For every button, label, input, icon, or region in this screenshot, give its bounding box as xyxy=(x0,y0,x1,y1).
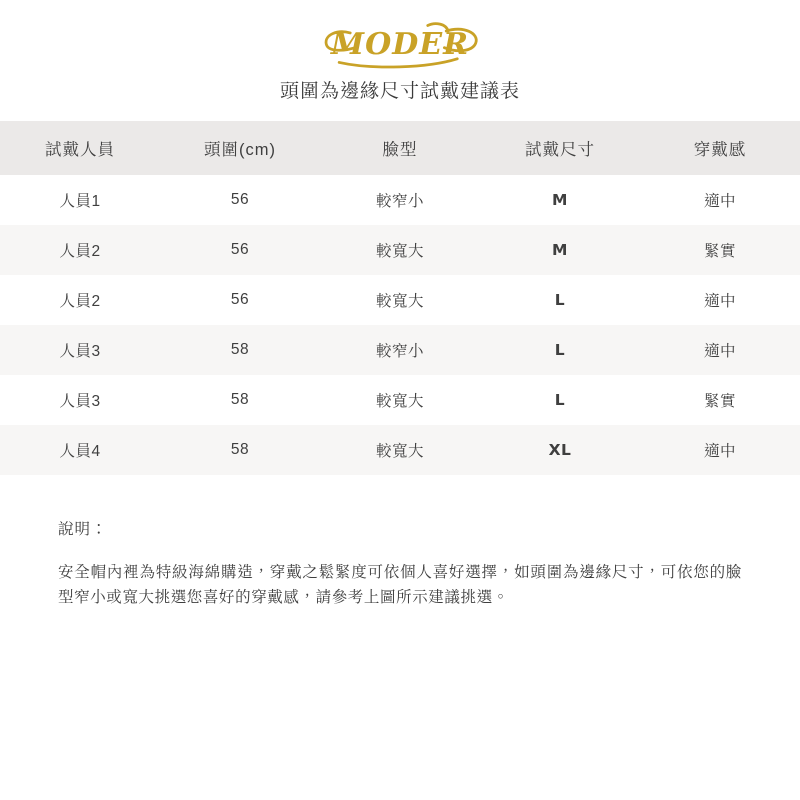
cell-tester: 人員2 xyxy=(59,293,101,310)
table-row xyxy=(0,225,800,275)
cell-face-shape: 較寬大 xyxy=(375,293,424,310)
cell-face-shape: 較窄小 xyxy=(375,343,424,360)
brand-logo xyxy=(0,0,800,70)
cell-wearing-feel: 適中 xyxy=(703,443,736,460)
table-row xyxy=(0,325,800,375)
table-row xyxy=(0,275,800,325)
cell-face-shape: 較寬大 xyxy=(375,393,424,410)
cell-try-on-size: M xyxy=(552,241,568,259)
cell-tester: 人員3 xyxy=(59,393,101,410)
cell-wearing-feel: 緊實 xyxy=(703,243,736,260)
table-row xyxy=(0,175,800,225)
table-header xyxy=(0,121,800,175)
table-row xyxy=(0,425,800,475)
cell-wearing-feel: 適中 xyxy=(703,343,736,360)
cell-wearing-feel: 適中 xyxy=(703,193,736,210)
page-title: 頭圍為邊緣尺寸試戴建議表 xyxy=(279,81,520,102)
notes-body xyxy=(58,561,742,611)
column-header-face-shape: 臉型 xyxy=(382,141,418,159)
cell-head-circumference: 58 xyxy=(230,441,250,458)
logo-group xyxy=(330,27,470,62)
cell-head-circumference: 56 xyxy=(230,291,250,308)
table-body xyxy=(0,175,800,475)
column-header-try-on-size: 試戴尺寸 xyxy=(525,141,595,159)
notes-section xyxy=(0,517,800,611)
cell-tester: 人員1 xyxy=(59,193,101,210)
fitting-recommendation-table xyxy=(0,121,800,475)
column-header-wearing-feel: 穿戴感 xyxy=(693,141,747,159)
cell-head-circumference: 58 xyxy=(230,341,250,358)
cell-face-shape: 較寬大 xyxy=(375,443,424,460)
column-header-tester: 試戴人員 xyxy=(45,141,115,159)
cell-try-on-size: XL xyxy=(548,441,572,459)
cell-head-circumference: 56 xyxy=(230,191,250,208)
cell-wearing-feel: 緊實 xyxy=(703,393,736,410)
cell-try-on-size: L xyxy=(554,341,566,359)
notes-paragraph: 安全帽內裡為特級海綿購造，穿戴之鬆緊度可依個人喜好選擇，如頭圍為邊緣尺寸，可依您的臉型窄小或寬大挑選您喜好的穿戴感，請參考上圖所示建議挑選。 xyxy=(58,564,742,606)
column-header-head-circumference: 頭圍(cm) xyxy=(204,141,276,159)
logo-wordmark: MODER xyxy=(330,27,470,62)
cell-wearing-feel: 適中 xyxy=(703,293,736,310)
cell-face-shape: 較寬大 xyxy=(375,243,424,260)
table-header-row xyxy=(0,121,800,175)
cell-try-on-size: L xyxy=(554,391,566,409)
cell-tester: 人員3 xyxy=(59,343,101,360)
cell-head-circumference: 56 xyxy=(230,241,250,258)
cell-face-shape: 較窄小 xyxy=(375,193,424,210)
cell-tester: 人員4 xyxy=(59,443,101,460)
cell-tester: 人員2 xyxy=(59,243,101,260)
cell-try-on-size: L xyxy=(554,291,566,309)
notes-label: 說明： xyxy=(58,521,108,538)
cell-try-on-size: M xyxy=(552,191,568,209)
table-row xyxy=(0,375,800,425)
cell-head-circumference: 58 xyxy=(230,391,250,408)
